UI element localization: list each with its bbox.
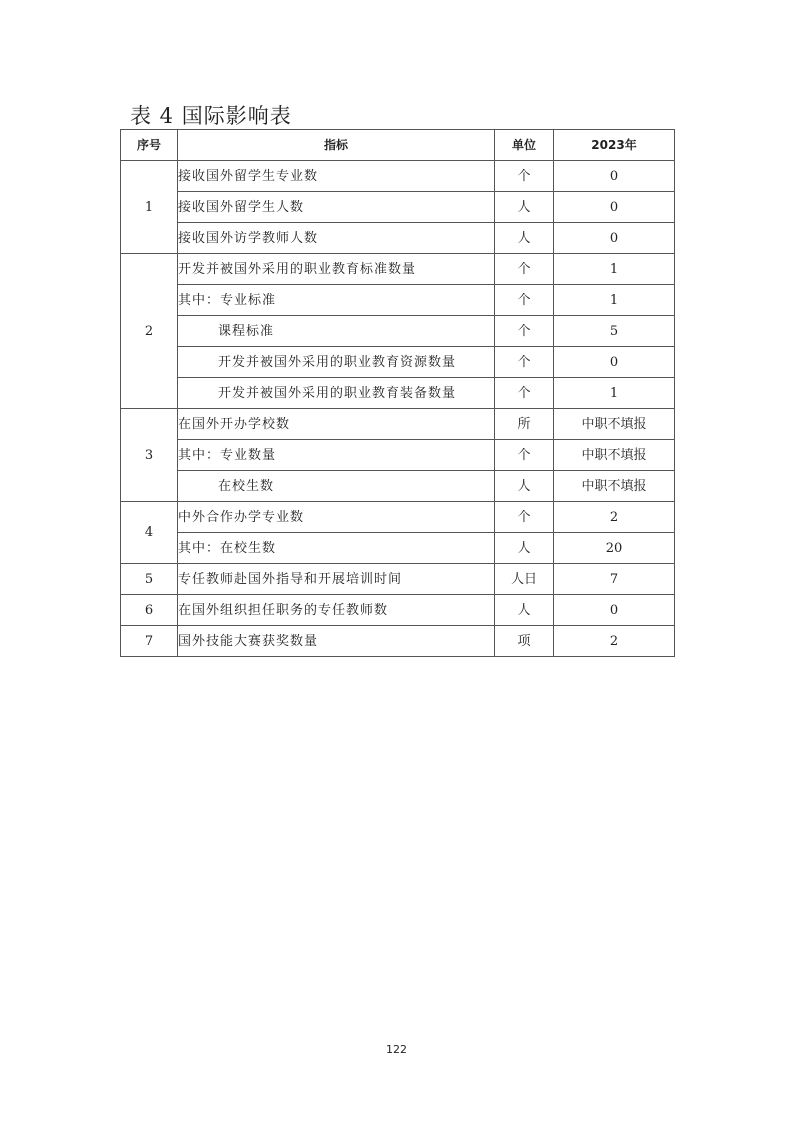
value-cell: 1 (554, 285, 675, 316)
header-indicator: 指标 (178, 130, 495, 161)
value-cell: 0 (554, 347, 675, 378)
unit-cell: 个 (495, 161, 554, 192)
indicator-cell: 中外合作办学专业数 (178, 502, 495, 533)
unit-cell: 个 (495, 285, 554, 316)
table-row (121, 626, 675, 657)
indicator-cell: 课程标准 (178, 316, 495, 347)
seq-cell: 4 (121, 502, 178, 564)
value-cell: 0 (554, 223, 675, 254)
indicator-cell: 接收国外留学生专业数 (178, 161, 495, 192)
table-row (121, 316, 675, 347)
table-row (121, 223, 675, 254)
table-header-row (121, 130, 675, 161)
header-year: 2023年 (554, 130, 675, 161)
value-cell: 中职不填报 (554, 409, 675, 440)
unit-cell: 人 (495, 471, 554, 502)
indicator-cell: 其中：专业标准 (178, 285, 495, 316)
seq-cell: 7 (121, 626, 178, 657)
seq-cell: 1 (121, 161, 178, 254)
indicator-cell: 国外技能大赛获奖数量 (178, 626, 495, 657)
value-cell: 1 (554, 254, 675, 285)
indicator-cell: 在国外组织担任职务的专任教师数 (178, 595, 495, 626)
table-row (121, 533, 675, 564)
seq-cell: 3 (121, 409, 178, 502)
indicator-cell: 在校生数 (178, 471, 495, 502)
page-number: 122 (386, 1043, 407, 1056)
indicator-cell: 开发并被国外采用的职业教育标准数量 (178, 254, 495, 285)
unit-cell: 个 (495, 502, 554, 533)
unit-cell: 个 (495, 316, 554, 347)
value-cell: 2 (554, 502, 675, 533)
page-title: 表 4 国际影响表 (130, 104, 292, 128)
table-row (121, 285, 675, 316)
unit-cell: 人日 (495, 564, 554, 595)
indicator-cell: 接收国外访学教师人数 (178, 223, 495, 254)
seq-cell: 2 (121, 254, 178, 409)
value-cell: 5 (554, 316, 675, 347)
indicator-cell: 接收国外留学生人数 (178, 192, 495, 223)
table-row (121, 347, 675, 378)
value-cell: 2 (554, 626, 675, 657)
value-cell: 中职不填报 (554, 440, 675, 471)
unit-cell: 个 (495, 254, 554, 285)
international-influence-table (120, 129, 675, 657)
unit-cell: 人 (495, 192, 554, 223)
value-cell: 20 (554, 533, 675, 564)
seq-cell: 6 (121, 595, 178, 626)
table-row (121, 595, 675, 626)
table-row (121, 440, 675, 471)
value-cell: 1 (554, 378, 675, 409)
value-cell: 0 (554, 192, 675, 223)
table-row (121, 409, 675, 440)
unit-cell: 个 (495, 378, 554, 409)
value-cell: 中职不填报 (554, 471, 675, 502)
unit-cell: 人 (495, 595, 554, 626)
seq-cell: 5 (121, 564, 178, 595)
table-row (121, 378, 675, 409)
value-cell: 7 (554, 564, 675, 595)
header-seq: 序号 (121, 130, 178, 161)
header-unit: 单位 (495, 130, 554, 161)
value-cell: 0 (554, 161, 675, 192)
indicator-cell: 开发并被国外采用的职业教育资源数量 (178, 347, 495, 378)
indicator-cell: 其中：在校生数 (178, 533, 495, 564)
indicator-cell: 开发并被国外采用的职业教育装备数量 (178, 378, 495, 409)
table-row (121, 471, 675, 502)
table-row (121, 564, 675, 595)
indicator-cell: 在国外开办学校数 (178, 409, 495, 440)
value-cell: 0 (554, 595, 675, 626)
unit-cell: 个 (495, 440, 554, 471)
unit-cell: 项 (495, 626, 554, 657)
table-row (121, 254, 675, 285)
table-row (121, 192, 675, 223)
indicator-cell: 其中：专业数量 (178, 440, 495, 471)
table-row (121, 502, 675, 533)
unit-cell: 人 (495, 223, 554, 254)
unit-cell: 人 (495, 533, 554, 564)
indicator-cell: 专任教师赴国外指导和开展培训时间 (178, 564, 495, 595)
unit-cell: 个 (495, 347, 554, 378)
table-row (121, 161, 675, 192)
unit-cell: 所 (495, 409, 554, 440)
